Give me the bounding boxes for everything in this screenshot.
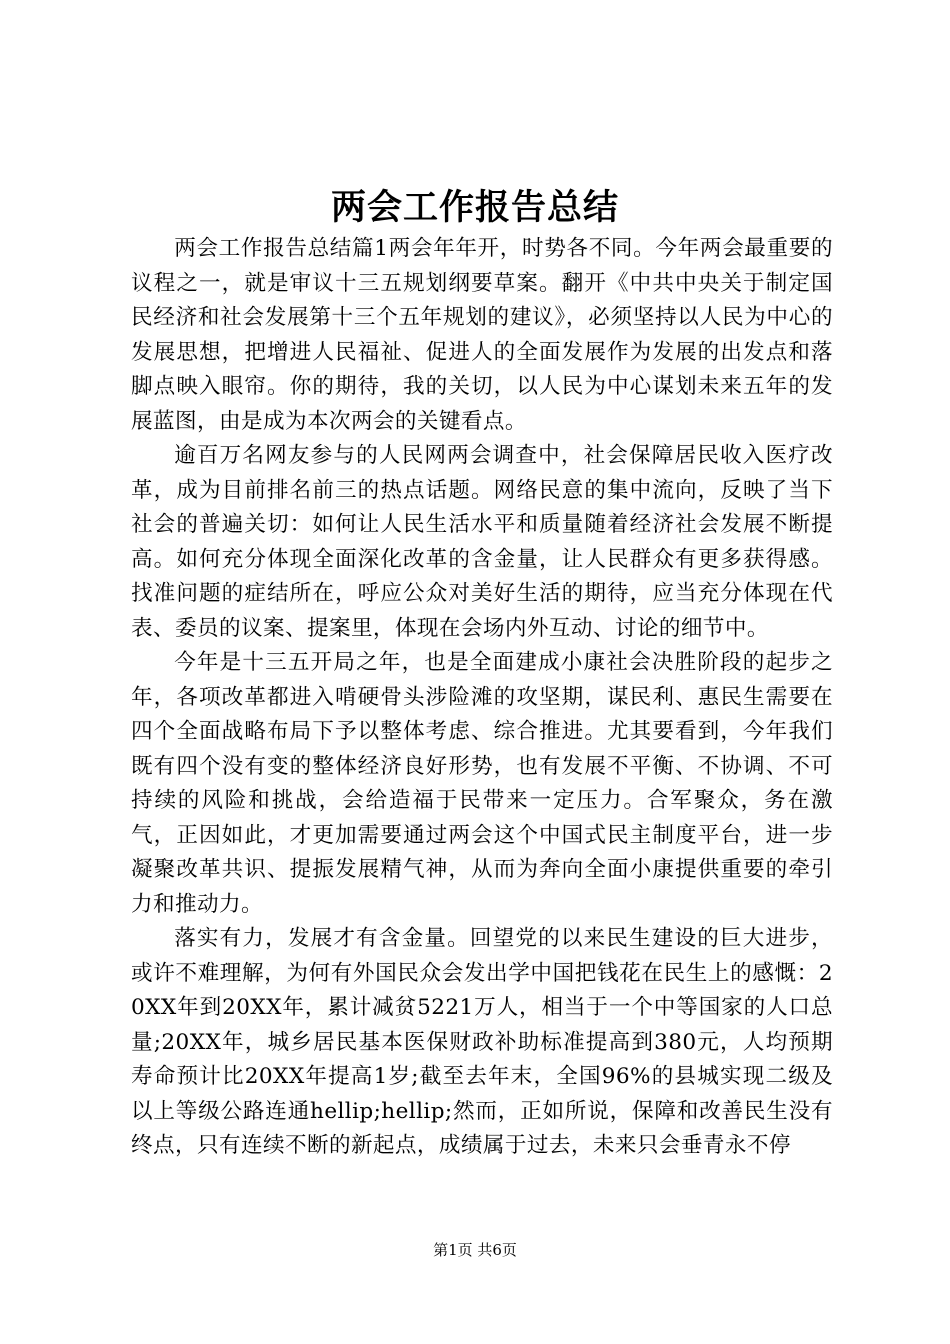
- paragraph-1: 两会工作报告总结篇1两会年年开，时势各不同。今年两会最重要的议程之一，就是审议十三五规划纲要草案。翻开《中共中央关于制定国民经济和社会发展第十三个五年规划的建议》，必须坚持以人民为中心的发展思想，把增进人民福祉、促进人的全面发展作为发展的出发点和落脚点映入眼帘。你的期待，我的关切，以人民为中心谋划未来五年的发展蓝图，由是成为本次两会的关键看点。: [131, 236, 833, 434]
- document-title: 两会工作报告总结: [330, 188, 619, 228]
- paragraph-4: 落实有力，发展才有含金量。回望党的以来民生建设的巨大进步，或许不难理解，为何有外国民众会发出学中国把钱花在民生上的感慨：20XX年到20XX年，累计减贫5221万人，相当于一个中等国家的人口总量;20XX年，城乡居民基本医保财政补助标准提高到380元，人均预期寿命预计比20XX年提高1岁;截至去年末，全国96%的县城实现二级及以上等级公路连通hellip;hellip;然而，正如所说，保障和改善民生没有终点，只有连续不断的新起点，成绩属于过去，未来只会垂青永不停: [131, 926, 833, 1158]
- document-body: [131, 232, 833, 1164]
- page-footer: 第1页 共6页: [433, 1241, 517, 1259]
- paragraph-3: 今年是十三五开局之年，也是全面建成小康社会决胜阶段的起步之年，各项改革都进入啃硬骨头涉险滩的攻坚期，谋民利、惠民生需要在四个全面战略布局下予以整体考虑、综合推进。尤其要看到，今年我们既有四个没有变的整体经济良好形势，也有发展不平衡、不协调、不可持续的风险和挑战，会给造福于民带来一定压力。合军聚众，务在激气，正因如此，才更加需要通过两会这个中国式民主制度平台，进一步凝聚改革共识、提振发展精气神，从而为奔向全面小康提供重要的牵引力和推动力。: [131, 650, 833, 917]
- paragraph-2: 逾百万名网友参与的人民网两会调查中，社会保障居民收入医疗改革，成为目前排名前三的热点话题。网络民意的集中流向，反映了当下社会的普遍关切：如何让人民生活水平和质量随着经济社会发展不断提高。如何充分体现全面深化改革的含金量，让人民群众有更多获得感。找准问题的症结所在，呼应公众对美好生活的期待，应当充分体现在代表、委员的议案、提案里，体现在会场内外互动、讨论的细节中。: [131, 443, 833, 641]
